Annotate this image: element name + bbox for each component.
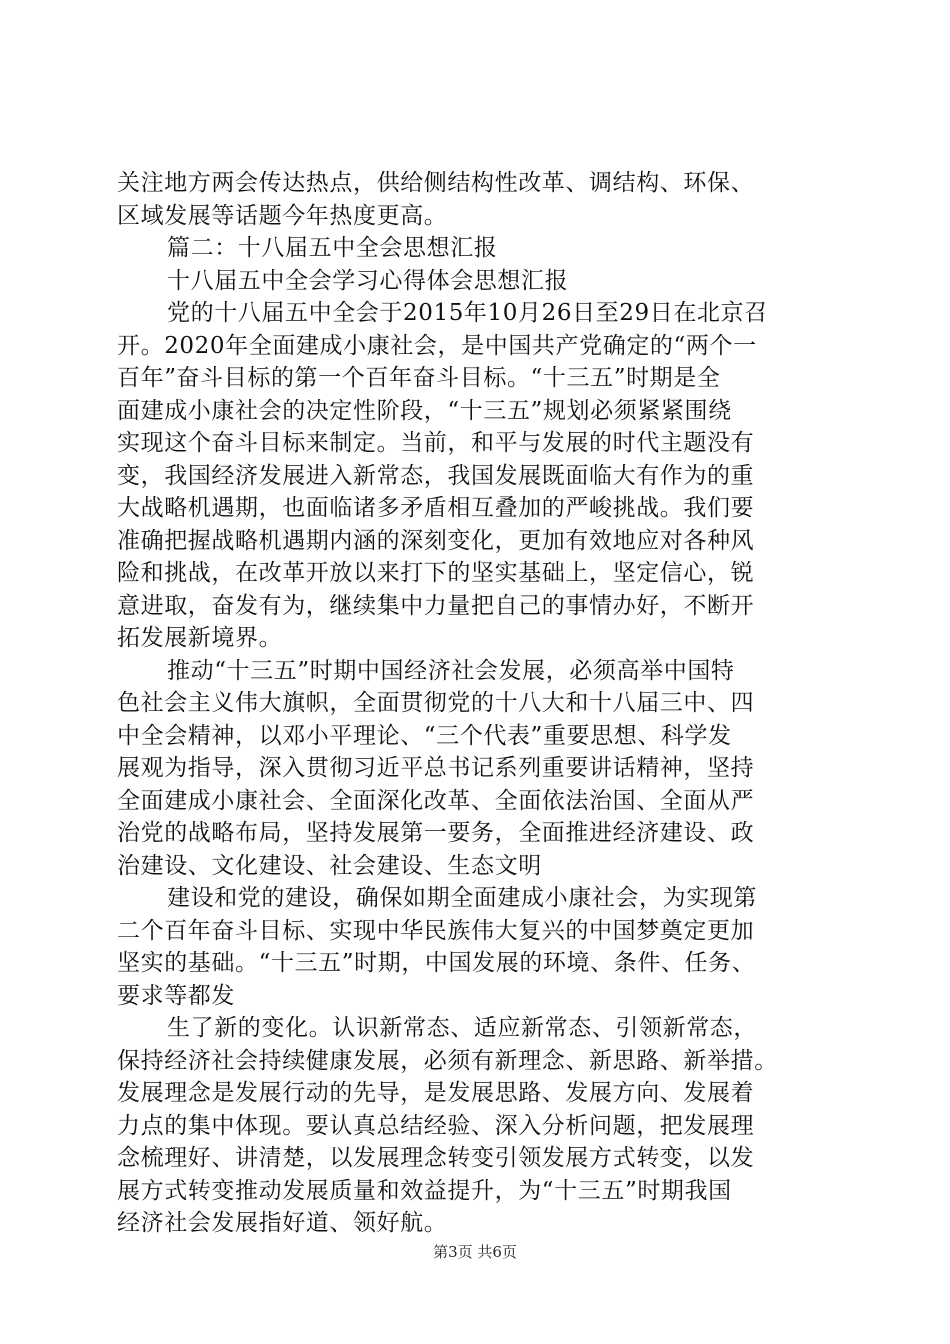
text-line: 面建成小康社会的决定性阶段，“十三五”规划必须紧紧围绕 [117, 397, 732, 424]
page-footer: 第3页 共6页 [433, 1243, 517, 1261]
document-body [117, 167, 852, 1240]
text-line: 治建设、文化建设、社会建设、生态文明 [117, 852, 542, 879]
text-line: 生了新的变化。认识新常态、适应新常态、引领新常态， [167, 1015, 757, 1041]
text-line: 治党的战略布局，坚持发展第一要务，全面推进经济建设、政 [117, 820, 755, 846]
text-line: 险和挑战，在改革开放以来打下的坚实基础上，坚定信心，锐 [117, 560, 755, 586]
text-line: 大战略机遇期，也面临诸多矛盾相互叠加的严峻挑战。我们要 [117, 495, 755, 521]
text-line: 念梳理好、讲清楚，以发展理念转变引领发展方式转变，以发 [117, 1145, 755, 1171]
text-line: 变，我国经济发展进入新常态，我国发展既面临大有作为的重 [117, 462, 755, 489]
text-line: 全面建成小康社会、全面深化改革、全面依法治国、全面从严 [117, 787, 755, 814]
text-line: 开。2020年全面建成小康社会，是中国共产党确定的“两个一 [117, 332, 757, 359]
text-line: 二个百年奋斗目标、实现中华民族伟大复兴的中国梦奠定更加 [117, 917, 755, 944]
text-line: 推动“十三五”时期中国经济社会发展，必须高举中国特 [167, 657, 735, 684]
text-line: 要求等都发 [117, 982, 235, 1009]
text-line: 发展理念是发展行动的先导，是发展思路、发展方向、发展着 [117, 1080, 755, 1106]
text-line: 经济社会发展指好道、领好航。 [117, 1210, 448, 1236]
text-line: 力点的集中体现。要认真总结经验、深入分析问题，把发展理 [117, 1112, 755, 1139]
text-line: 篇二：十八届五中全会思想汇报 [167, 235, 498, 261]
text-line: 中全会精神，以邓小平理论、“三个代表”重要思想、科学发 [117, 722, 732, 749]
text-line: 展观为指导，深入贯彻习近平总书记系列重要讲话精神，坚持 [117, 755, 755, 781]
text-line: 建设和党的建设，确保如期全面建成小康社会，为实现第 [167, 885, 757, 911]
text-line: 展方式转变推动发展质量和效益提升，为“十三五”时期我国 [117, 1177, 732, 1204]
text-line: 坚实的基础。“十三五”时期，中国发展的环境、条件、任务、 [117, 950, 756, 976]
text-line: 拓发展新境界。 [117, 625, 283, 651]
text-line: 保持经济社会持续健康发展，必须有新理念、新思路、新举措。 [117, 1047, 778, 1074]
text-line: 关注地方两会传达热点，供给侧结构性改革、调结构、环保、 [117, 170, 755, 196]
text-line: 意进取，奋发有为，继续集中力量把自己的事情办好，不断开 [117, 592, 755, 619]
text-line: 区域发展等话题今年热度更高。 [117, 202, 448, 229]
text-line: 党的十八届五中全会于2015年10月26日至29日在北京召 [167, 300, 768, 326]
text-line: 色社会主义伟大旗帜，全面贯彻党的十八大和十八届三中、四 [117, 690, 755, 716]
text-line: 实现这个奋斗目标来制定。当前，和平与发展的时代主题没有 [117, 430, 755, 456]
text-line: 十八届五中全会学习心得体会思想汇报 [167, 267, 569, 294]
text-line: 百年”奋斗目标的第一个百年奋斗目标。“十三五”时期是全 [117, 365, 721, 391]
text-line: 准确把握战略机遇期内涵的深刻变化，更加有效地应对各种风 [117, 527, 755, 554]
